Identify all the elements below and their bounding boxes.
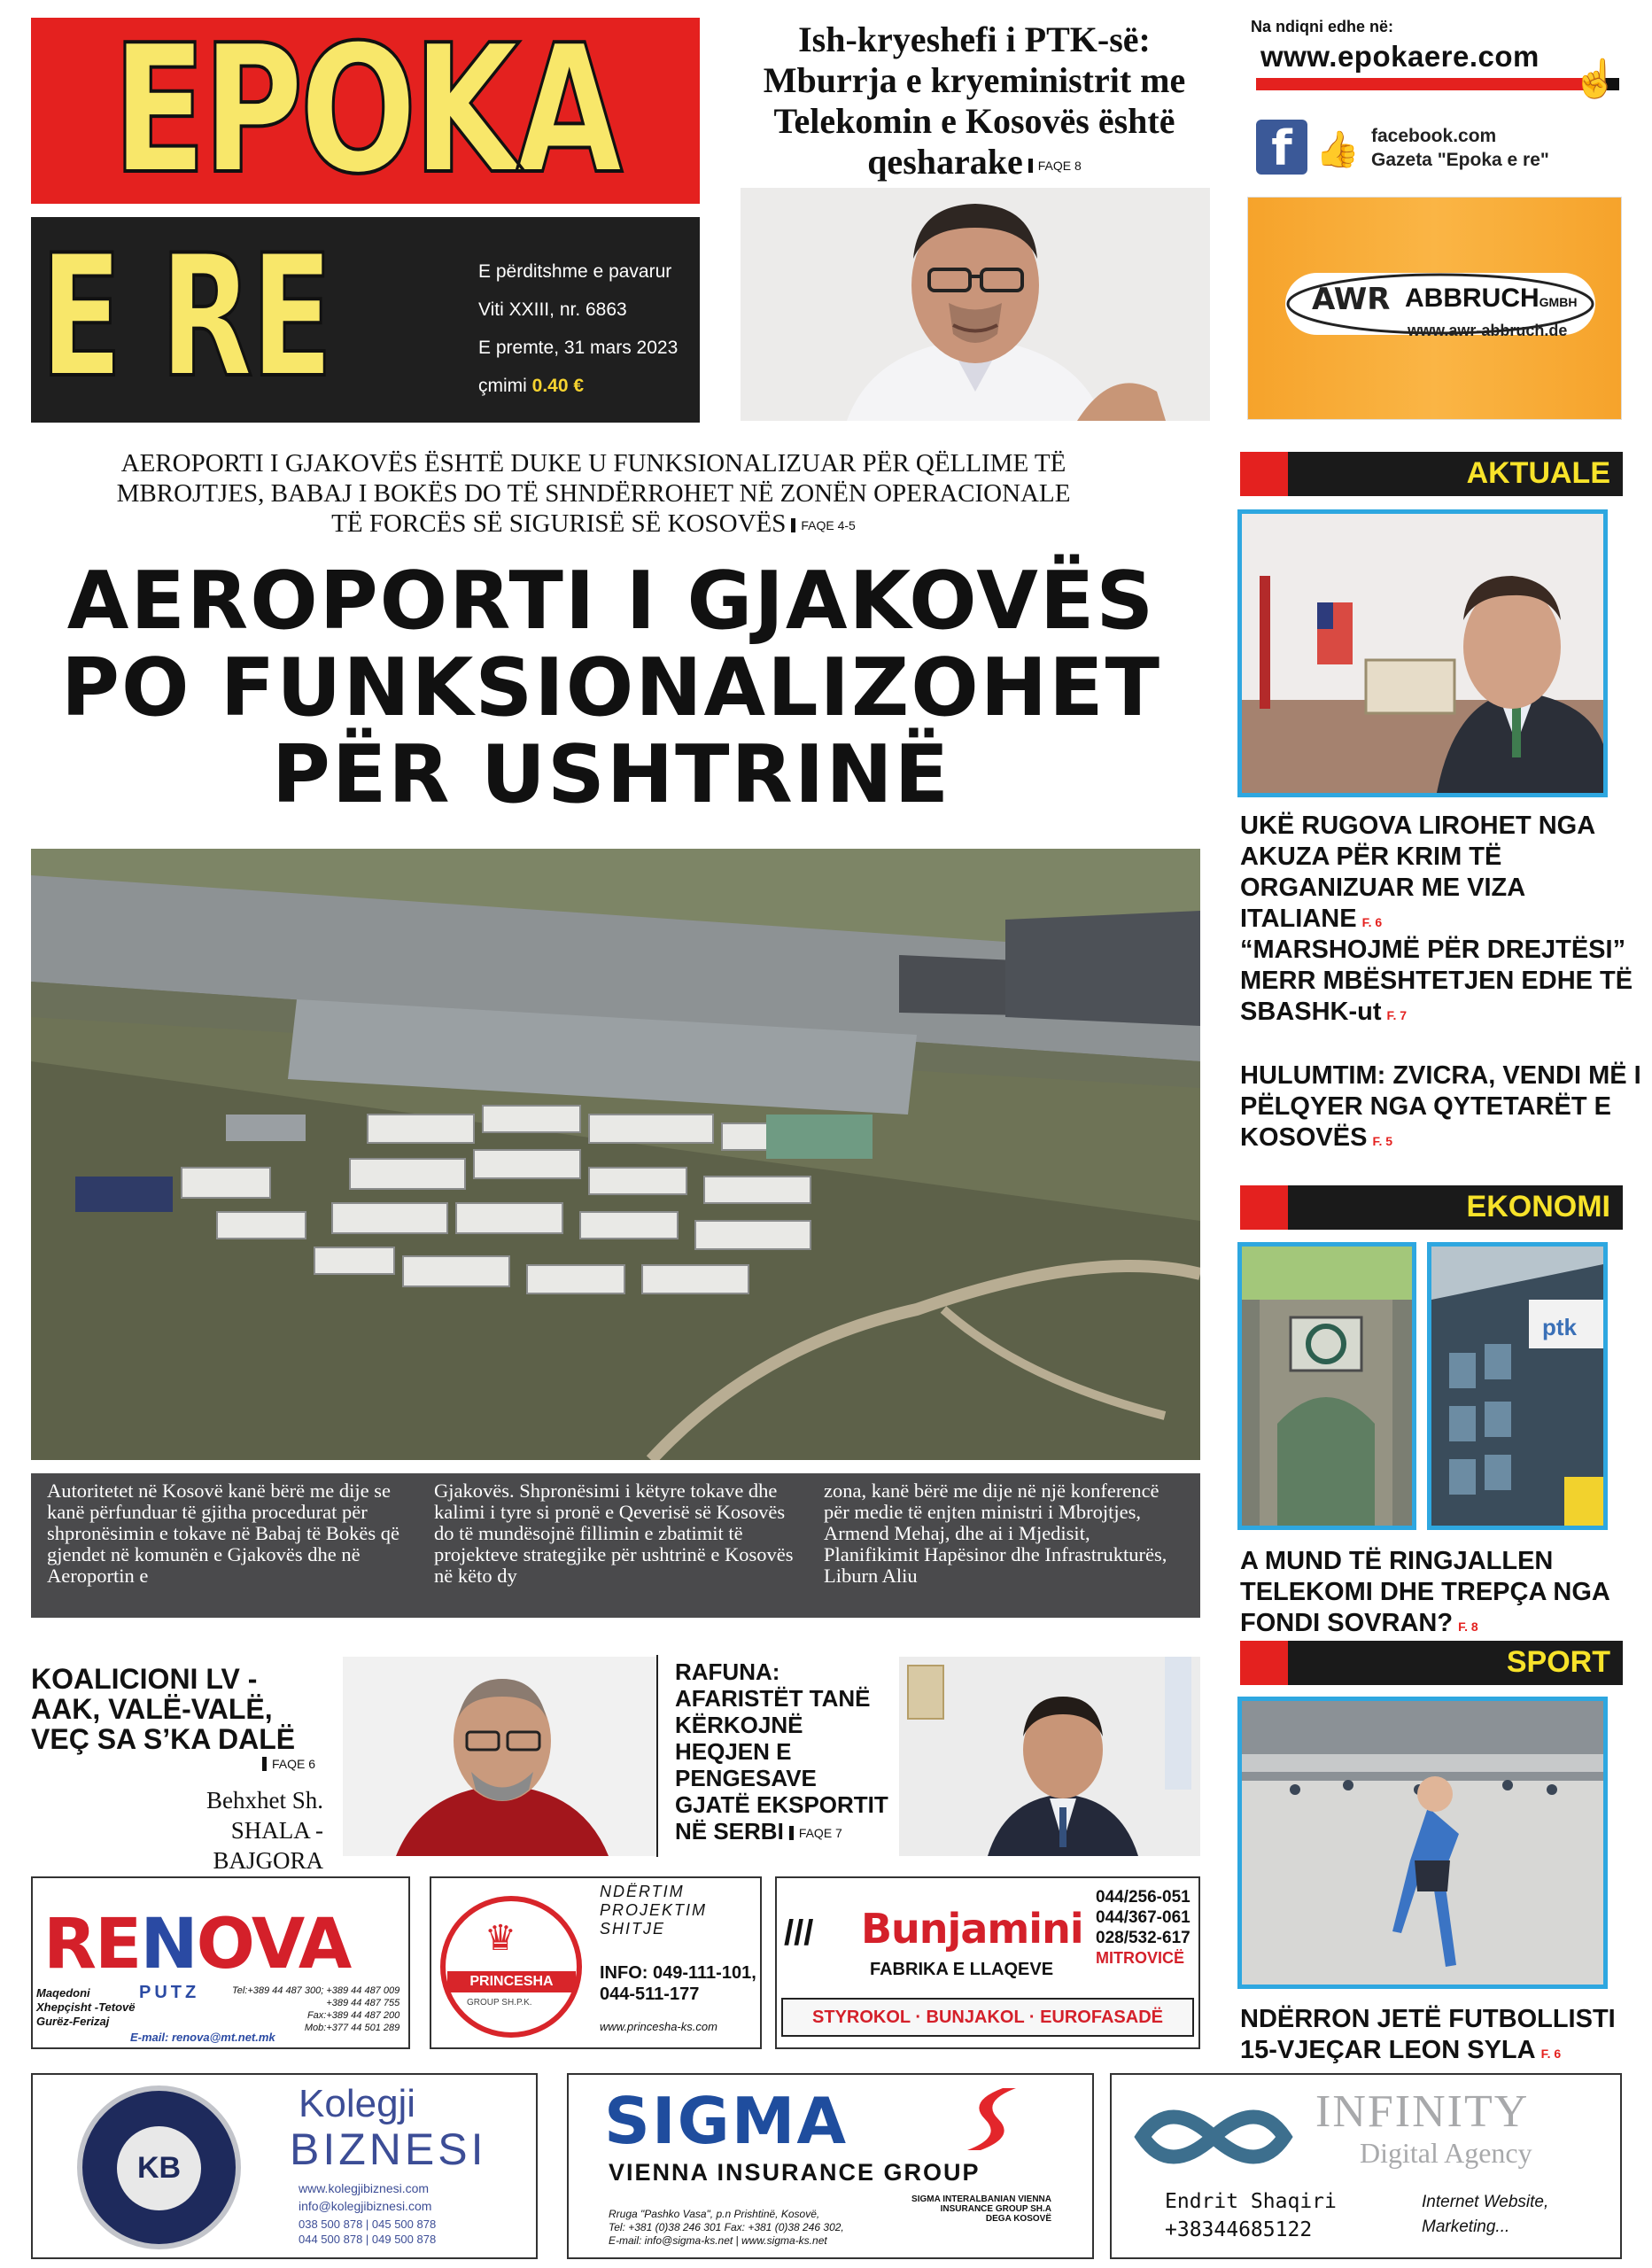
price: 0.40 € (531, 376, 585, 396)
volume: Viti XXIII, nr. 6863 (478, 299, 627, 320)
ad-princesha-sub: GROUP SH.P.K. (467, 1998, 532, 2008)
koalicioni-author-photo[interactable] (343, 1657, 657, 1856)
sigma-swoosh-icon (950, 2084, 1020, 2155)
page-ref: FAQE 8 (1028, 159, 1082, 173)
ad-sigma-legal: SIGMA INTERALBANIAN VIENNA INSURANCE GROUP SH.A DEGA KOSOVË (911, 2194, 1051, 2224)
masthead-logo-bottom (31, 217, 700, 423)
ad-bunjamini[interactable] (775, 1876, 1200, 2049)
rafuna-headline[interactable]: RAFUNA: AFARISTËT TANË KËRKOJNË HEQJEN E PENGESAVE GJATË EKSPORTIT NË SERBI FAQE 7 (675, 1658, 888, 1845)
portrait-man-suit-image (899, 1657, 1200, 1856)
ad-bunjamini-phones: 044/256-051 044/367-061 028/532-617 (1096, 1888, 1191, 1947)
page-ref: FAQE 4-5 (791, 518, 855, 532)
column-divider (656, 1655, 658, 1857)
ad-bunjamini-logo-icon: /// (784, 1914, 814, 1953)
section-bar-aktuale[interactable] (1240, 452, 1623, 496)
body-column-3: zona, kanë bërë me dije në një konferencë për medie të enjten ministri i Mbrojtjes, Armend Mehaj, dhe ai i Mjedisit, Planifikimit Hapësinor dhe Infrastrukturës, Liburn Aliu (824, 1480, 1167, 1587)
main-headline-line2: PO FUNKSIONALIZOHET (60, 641, 1161, 734)
ad-renova[interactable] (31, 1876, 410, 2049)
masthead-logo-top (31, 7, 700, 214)
ad-sigma-brand: SIGMA (604, 2084, 849, 2158)
facebook-icon[interactable]: f (1256, 120, 1307, 175)
ad-kolegji-phones: 038 500 878 | 045 500 878 044 500 878 | 049 500 878 (299, 2218, 437, 2246)
ad-kolegji-url: www.kolegjibiznesi.com (299, 2181, 430, 2195)
pointer-hand-icon: ☝ (1572, 58, 1619, 99)
top-story-photo[interactable] (741, 188, 1210, 421)
ad-princesha-url: www.princesha-ks.com (600, 2020, 717, 2033)
svg-text:ptk: ptk (1542, 1314, 1577, 1340)
rafuna-photo[interactable] (899, 1657, 1200, 1856)
ad-bunjamini-city: MITROVICË (1096, 1949, 1185, 1967)
crown-icon: ♛ (485, 1919, 516, 1958)
portrait-man-flags-image (1242, 514, 1603, 793)
price-line: çmimi 0.40 € (478, 376, 585, 396)
ad-kolegji-seal-text: KB (117, 2126, 201, 2210)
ad-sigma[interactable] (567, 2073, 1094, 2259)
ad-kolegji-name-1: Kolegji (299, 2082, 416, 2125)
ad-infinity-services: Internet Website, Marketing... (1422, 2193, 1549, 2236)
thumbs-up-icon: 👍 (1315, 130, 1360, 169)
aktuale-item-3[interactable]: HULUMTIM: ZVICRA, VENDI MË I PËLQYER NGA QYTETARËT E KOSOVËS F. 5 (1240, 1061, 1641, 1152)
airport-aerial-image (31, 849, 1200, 1460)
follow-label: Na ndiqni edhe në: (1251, 18, 1394, 35)
ptk-building-image (1431, 1247, 1603, 1526)
ad-bunjamini-products: STYROKOL · BUNJAKOL · EUROFASADË (781, 1998, 1194, 2037)
mine-entrance-image (1242, 1247, 1412, 1526)
ad-kolegji-email: info@kolegjibiznesi.com (299, 2199, 432, 2213)
koalicioni-author: Behxhet Sh. SHALA - BAJGORA (206, 1787, 323, 1874)
tagline: E përditshme e pavarur (478, 261, 672, 282)
ekonomi-photo-trepca[interactable] (1237, 1242, 1416, 1530)
ad-infinity-sub: Digital Agency (1360, 2137, 1532, 2169)
ad-awr-abbruch[interactable] (1247, 197, 1622, 420)
infinity-logo-icon (1125, 2093, 1302, 2181)
section-title-ekonomi: EKONOMI (1466, 1190, 1610, 1223)
top-story-headline[interactable]: Ish-kryeshefi i PTK-së: Mburrja e kryeministrit me Telekomin e Kosovës është qesharake FAQE 8 (763, 19, 1186, 182)
section-title-aktuale: AKTUALE (1466, 456, 1610, 490)
ad-infinity-person: Endrit Shaqiri (1165, 2190, 1337, 2213)
ekonomi-item[interactable]: A MUND TË RINGJALLEN TELEKOMI DHE TREPÇA NGA FONDI SOVRAN? F. 8 (1240, 1547, 1609, 1637)
ad-infinity-brand: INFINITY (1315, 2086, 1530, 2137)
website-underline (1256, 78, 1619, 90)
section-bar-sport[interactable] (1240, 1641, 1623, 1685)
main-body-text (31, 1473, 1200, 1618)
issue-date: E premte, 31 mars 2023 (478, 338, 679, 358)
sport-item[interactable]: NDËRRON JETË FUTBOLLISTI 15-VJEÇAR LEON SYLA F. 6 (1240, 2005, 1616, 2064)
ad-princesha-info: INFO: 049-111-101, 044-511-177 (600, 1963, 756, 2004)
body-column-1: Autoritetet në Kosovë kanë bërë me dije se kanë përfunduar të gjitha procedurat për shpronësimin e tokave në Babaj të Bokës që gjendet në komunën e Gjakovës dhe në Aeroportin e (47, 1480, 400, 1587)
ad-infinity-phone: +38344685122 (1165, 2218, 1313, 2241)
boy-running-image (1242, 1701, 1603, 1984)
logo-text-epoka: EPOKA (112, 7, 619, 214)
sport-photo[interactable] (1237, 1697, 1608, 1989)
ad-awr-url: www.awr-abbruch.de (1408, 322, 1568, 339)
main-kicker: AEROPORTI I GJAKOVËS ËSHTË DUKE U FUNKSIONALIZUAR PËR QËLLIME TË MBROJTJES, BABAJ I BOKËS DO TË SHNDËRROHET NË ZONËN OPERACIONALE TË FORCËS SË SIGURISË SË KOSOVËS FAQE 4-5 (116, 449, 1071, 538)
main-headline-line1: AEROPORTI I GJAKOVËS (66, 555, 1156, 648)
masthead-info (478, 252, 678, 405)
ad-bunjamini-sub: FABRIKA E LLAQEVE (870, 1960, 1054, 1979)
ad-renova-brand: RENOVA (43, 1905, 351, 1984)
body-column-2: Gjakovës. Shpronësimi i këtyre tokave dhe kalimi i tyre si pronë e Qeverisë së Kosovës do të mundësojnë fillimin e zbatimit të projekteve strategjike për ushtrinë e Kosovës në këto dy (434, 1480, 794, 1587)
aktuale-photo[interactable] (1237, 509, 1608, 797)
ad-princesha[interactable] (430, 1876, 762, 2049)
ad-bunjamini-brand: Bunjamini (861, 1905, 1083, 1953)
koalicioni-headline[interactable]: KOALICIONI LV - AAK, VALË-VALË, VEÇ SA S’KA DALË (31, 1663, 296, 1755)
main-headline[interactable] (35, 555, 1187, 821)
ad-sigma-address: Rruga "Pashko Vasa", p.n Prishtinë, Kosovë, Tel: +381 (0)38 246 301 Fax: +381 (0)38 246 302, E-mail: info@sigma-ks.net | www.sigma-ks.net (609, 2208, 844, 2247)
main-aerial-photo[interactable] (31, 849, 1200, 1460)
ad-kolegji-name-2: BIZNESI (290, 2124, 487, 2174)
section-bar-ekonomi[interactable] (1240, 1185, 1623, 1230)
ad-awr-brand: AWR (1312, 282, 1391, 317)
ad-renova-locations: Maqedoni Xhepçisht -Tetovë Gurëz-Ferizaj (36, 1986, 136, 2028)
ad-princesha-logo (440, 1896, 582, 2038)
aktuale-item-2[interactable]: “MARSHOJMË PËR DREJTËSI” MERR MBËSHTETJEN EDHE TË SBASHK-ut F. 7 (1240, 936, 1633, 1026)
ekonomi-photo-telekomi[interactable] (1427, 1242, 1608, 1530)
koalicioni-page-ref: FAQE 6 (257, 1756, 315, 1772)
ad-princesha-services: NDËRTIM PROJEKTIM SHITJE (600, 1883, 708, 1938)
ad-infinity[interactable] (1110, 2073, 1622, 2259)
facebook-link[interactable]: facebook.com Gazeta "Epoka e re" (1371, 126, 1549, 170)
ad-princesha-brand: PRINCESHA (447, 1971, 576, 1992)
ad-renova-phones: Tel:+389 44 487 300; +389 44 487 009 +389 44 487 755 Fax:+389 44 487 200 Mob:+377 44 501 289 (232, 1985, 400, 2033)
ad-awr-name: ABBRUCHGMBH (1405, 284, 1578, 313)
website-link[interactable]: www.epokaere.com (1260, 40, 1540, 73)
ad-renova-email: E-mail: renova@mt.net.mk (130, 2031, 275, 2044)
aktuale-item-1[interactable]: UKË RUGOVA LIROHET NGA AKUZA PËR KRIM TË ORGANIZUAR ME VIZA ITALIANE F. 6 (1240, 812, 1595, 933)
main-headline-line3: PËR USHTRINË (271, 728, 951, 821)
section-title-sport: SPORT (1506, 1645, 1610, 1679)
ad-kolegji-biznesi[interactable] (31, 2073, 538, 2259)
logo-text-ere: E RE (40, 219, 331, 415)
ad-sigma-sub: VIENNA INSURANCE GROUP (609, 2159, 981, 2186)
portrait-bald-man-image (343, 1657, 657, 1856)
ad-renova-sub: PUTZ (139, 1983, 200, 2002)
portrait-man-glasses-image (741, 188, 1210, 421)
